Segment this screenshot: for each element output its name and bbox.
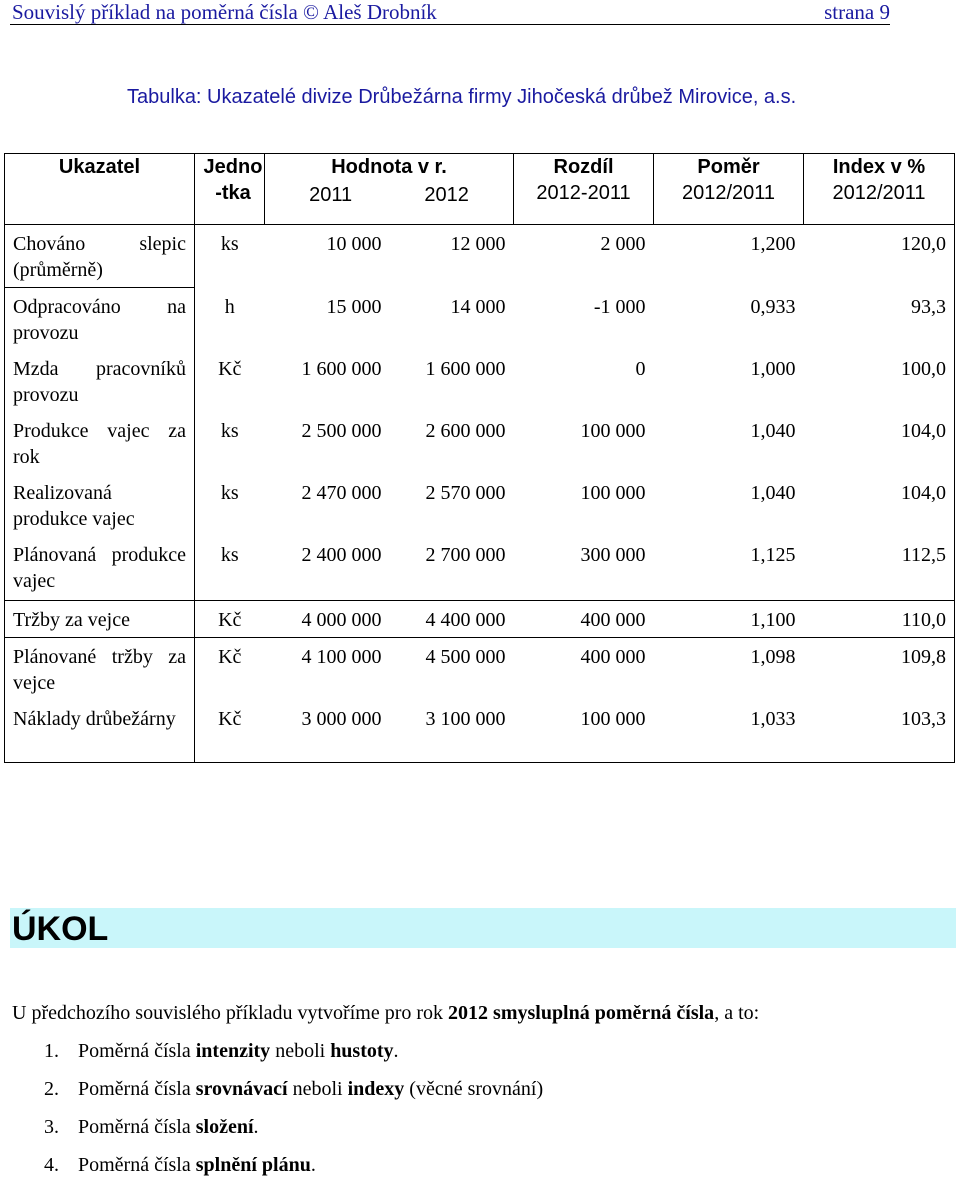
row-value-2011: 1 600 000 [301,358,382,380]
row-label: Náklady drůbežárny [5,700,195,763]
page-header [10,0,890,25]
task-item [44,1076,543,1114]
row-index: 100,0 [804,350,955,412]
header-title: Souvislý příklad na poměrná čísla © Aleš Drobník [12,0,437,24]
task-item-text-end: . [393,1040,399,1062]
col-diff-header [514,154,654,225]
col-value-header [265,154,514,225]
row-diff: 100 000 [580,420,646,442]
row-value-2012: 2 700 000 [390,536,514,601]
row-index: 120,0 [804,225,955,288]
col-unit-label: Jedno-tka [203,156,263,204]
row-diff: 400 000 [580,646,646,668]
row-index: 109,8 [804,638,955,701]
task-item-text: Poměrná čísla [78,1116,196,1138]
table-row [5,638,955,701]
row-value-2012: 4 500 000 [425,646,506,668]
intro-end: , a to: [714,1002,760,1024]
row-diff: 0 [635,358,646,380]
row-ratio: 1,040 [750,482,796,504]
row-label: Odpracováno na provozu [5,288,195,351]
row-value-2011: 2 500 000 [301,420,382,442]
task-item-text-end: (věcné srovnání) [404,1078,544,1100]
task-item [44,1152,543,1190]
task-item-text: Poměrná čísla [78,1154,196,1176]
row-ratio: 1,100 [750,609,796,631]
row-unit: Kč [218,358,242,380]
row-value-2012: 2 600 000 [425,420,506,442]
row-value-2011: 4 100 000 [301,646,382,668]
row-unit: h [224,295,235,318]
task-item-bold: srovnávací [195,1078,288,1100]
row-index: 103,3 [804,700,955,763]
row-value-2011: 3 000 000 [265,700,390,763]
task-item-text-end: . [253,1116,259,1138]
row-value-2011: 2 470 000 [301,482,382,504]
task-item-bold: splnění plánu [195,1154,311,1176]
row-unit: ks [220,233,239,255]
col-unit-header [195,154,265,225]
col-diff-label: Rozdíl [553,156,614,178]
row-value-2012: 12 000 [450,233,506,255]
page-number: strana 9 [824,0,890,24]
task-item-text: Poměrná čísla [78,1078,196,1100]
task-item-bold-2: indexy [347,1078,405,1100]
year-subheaders [273,182,505,208]
col-ratio-header [654,154,804,225]
task-item-text-mid: neboli [270,1040,331,1062]
task-item-text-end: . [310,1154,316,1176]
row-index: 104,0 [804,412,955,474]
task-item-number: 4. [44,1154,59,1176]
task-item-text: Poměrná čísla [78,1040,196,1062]
col-diff-sub: 2012-2011 [536,182,631,204]
row-value-2012: 2 570 000 [425,482,506,504]
row-index: 104,0 [804,474,955,536]
task-item-number: 2. [44,1078,59,1100]
row-diff: 2 000 [600,233,646,255]
row-ratio: 1,125 [654,536,804,601]
task-item-text-mid: neboli [287,1078,348,1100]
col-year-2012: 2012 [424,184,469,206]
row-label: Chováno slepic (průměrně) [5,225,195,288]
row-label: Plánované tržby za vejce [5,638,195,701]
row-value-2012: 1 600 000 [425,358,506,380]
intro-text: U předchozího souvislého příkladu vytvoříme pro rok [12,1002,449,1024]
row-unit: ks [220,482,239,504]
col-value-label: Hodnota v r. [331,156,447,178]
row-value-2011: 2 400 000 [265,536,390,601]
table-row [5,225,955,288]
task-item [44,1114,543,1152]
table-row [5,350,955,412]
table-caption: Tabulka: Ukazatelé divize Drůbežárna firmy Jihočeská drůbež Mirovice, a.s. [127,86,797,108]
row-unit: Kč [218,646,242,668]
col-index-sub: 2012/2011 [832,182,926,204]
row-diff: -1 000 [593,295,646,318]
task-heading: ÚKOL [10,908,956,948]
table-row [5,536,955,601]
task-item-bold-2: hustoty [330,1040,394,1062]
task-intro [12,1000,759,1026]
row-ratio: 1,040 [750,420,796,442]
row-value-2012: 14 000 [450,295,506,318]
table-header-row [5,154,955,225]
row-value-2011: 4 000 000 [301,609,382,631]
task-item-bold: intenzity [195,1040,271,1062]
table-row [5,288,955,351]
row-label: Produkce vajec za rok [5,412,195,474]
row-index: 93,3 [804,288,955,351]
row-value-2012: 3 100 000 [390,700,514,763]
task-item [44,1038,543,1076]
row-ratio: 1,033 [654,700,804,763]
table-row [5,412,955,474]
table-row [5,474,955,536]
row-ratio: 0,933 [750,295,796,318]
row-label: Mzda pracovníků provozu [5,350,195,412]
table-row [5,700,955,763]
col-indicator-header: Ukazatel [5,154,195,225]
task-list [44,1038,543,1190]
intro-bold: 2012 smysluplná poměrná čísla [448,1002,715,1024]
col-ratio-label: Poměr [697,156,760,178]
col-ratio-sub: 2012/2011 [681,182,776,204]
row-index: 112,5 [804,536,955,601]
row-value-2011: 10 000 [326,233,382,255]
row-diff: 100 000 [514,700,654,763]
row-value-2011: 15 000 [326,295,382,318]
row-value-2012: 4 400 000 [425,609,506,631]
row-unit: Kč [195,700,265,763]
row-ratio: 1,200 [750,233,796,255]
table-row [5,601,955,638]
indicators-table [4,153,955,763]
row-index: 110,0 [804,601,955,638]
row-ratio: 1,000 [750,358,796,380]
row-diff: 400 000 [580,609,646,631]
row-label: Realizovaná produkce vajec [5,474,195,536]
col-index-label: Index v % [832,156,926,178]
row-diff: 300 000 [514,536,654,601]
task-item-number: 1. [44,1040,59,1062]
row-unit: ks [195,536,265,601]
row-unit: ks [220,420,239,442]
row-diff: 100 000 [580,482,646,504]
row-label: Tržby za vejce [5,601,195,638]
row-label: Plánovaná produkce vajec [5,536,195,601]
row-ratio: 1,098 [750,646,796,668]
task-item-number: 3. [44,1116,59,1138]
col-year-2011: 2011 [309,184,353,206]
task-item-bold: složení [195,1116,254,1138]
row-unit: Kč [218,609,242,631]
col-index-header [804,154,955,225]
